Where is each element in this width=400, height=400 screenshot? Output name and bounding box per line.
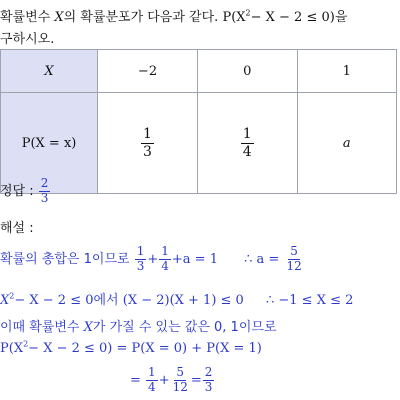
variable-x: X — [83, 320, 93, 335]
solution-step-4 — [0, 341, 262, 356]
fraction — [141, 126, 154, 159]
p-value: a — [297, 93, 396, 194]
problem-line-1 — [0, 6, 347, 25]
table-row — [1, 50, 397, 93]
step-text: 이때 확률변수 — [0, 320, 84, 335]
numerator: 5 — [290, 244, 298, 258]
fraction — [146, 366, 158, 395]
numerator: 1 — [161, 244, 169, 258]
step-text: 확률의 총합은 1이므로 — [0, 251, 134, 267]
denominator: 3 — [204, 379, 213, 394]
x-value: 0 — [197, 50, 297, 93]
numerator: 1 — [242, 126, 252, 143]
fraction — [203, 366, 215, 395]
fraction — [171, 366, 190, 395]
numerator: 5 — [176, 365, 185, 379]
expr-part: − X − 2 ≤ 0 — [14, 293, 94, 308]
solution-step-1 — [0, 245, 305, 274]
step-text: 에서 — [93, 293, 123, 308]
numerator: 2 — [40, 176, 49, 190]
denominator: 3 — [136, 258, 145, 273]
equation-part: +a = 1 — [171, 251, 218, 267]
operator: + — [147, 251, 159, 267]
factored-inequality: (X − 2)(X + 1) ≤ 0 — [122, 293, 244, 308]
x-value: 1 — [297, 50, 396, 93]
answer-label: 정답 : — [0, 183, 38, 199]
fraction — [284, 245, 303, 274]
inequality-result: ∴ −1 ≤ X ≤ 2 — [265, 293, 354, 308]
solution-step-3 — [0, 316, 277, 335]
problem-text: 의 확률분포가 다음과 같다. — [63, 10, 223, 25]
expr-part: P(X — [0, 341, 24, 356]
p-value — [98, 93, 198, 194]
operator: = — [190, 372, 202, 388]
inequality — [0, 293, 94, 308]
fraction — [135, 245, 147, 274]
denominator: 4 — [161, 258, 169, 273]
exponent: 2 — [9, 291, 15, 301]
denominator: 4 — [242, 143, 252, 160]
problem-text: 구하시오. — [0, 32, 55, 47]
operator: + — [158, 372, 170, 388]
fraction — [159, 245, 171, 274]
problem-text: 을 — [334, 10, 348, 25]
fraction — [241, 126, 254, 159]
variable-x: X — [54, 10, 64, 25]
exponent: 2 — [23, 339, 29, 349]
problem-text: 확률변수 — [0, 10, 55, 25]
header-x: X — [1, 50, 98, 93]
header-p: P(X = x) — [1, 93, 98, 194]
expr-part: − X − 2 ≤ 0) = P(X = 0) + P(X = 1) — [28, 341, 262, 356]
expr-part: P(X — [222, 10, 246, 25]
numerator: 2 — [204, 365, 213, 379]
denominator: 3 — [143, 143, 152, 160]
problem-expression — [222, 10, 334, 25]
solution-label: 해설 : — [0, 221, 34, 236]
expr-part: − X − 2 ≤ 0) — [250, 10, 335, 25]
problem-line-2 — [0, 28, 54, 47]
answer-line — [0, 177, 51, 206]
denominator: 4 — [148, 379, 156, 394]
x-value: −2 — [98, 50, 198, 93]
numerator: 1 — [143, 126, 152, 143]
numerator: 1 — [148, 365, 156, 379]
therefore-expression: ∴ a = — [244, 251, 280, 267]
step-text: 가 가질 수 있는 값은 0, 1이므로 — [92, 320, 277, 335]
table-row — [1, 93, 397, 194]
p-value — [197, 93, 297, 194]
distribution-table — [0, 49, 397, 194]
expr-part: X — [0, 293, 10, 308]
denominator: 3 — [40, 190, 49, 205]
denominator: 12 — [172, 379, 188, 394]
numerator: 1 — [136, 244, 145, 258]
operator: = — [130, 372, 141, 388]
solution-step-2 — [0, 289, 353, 308]
denominator: 12 — [286, 258, 302, 273]
answer-fraction — [39, 177, 51, 206]
solution-step-5 — [130, 366, 215, 395]
exponent: 2 — [245, 8, 251, 18]
